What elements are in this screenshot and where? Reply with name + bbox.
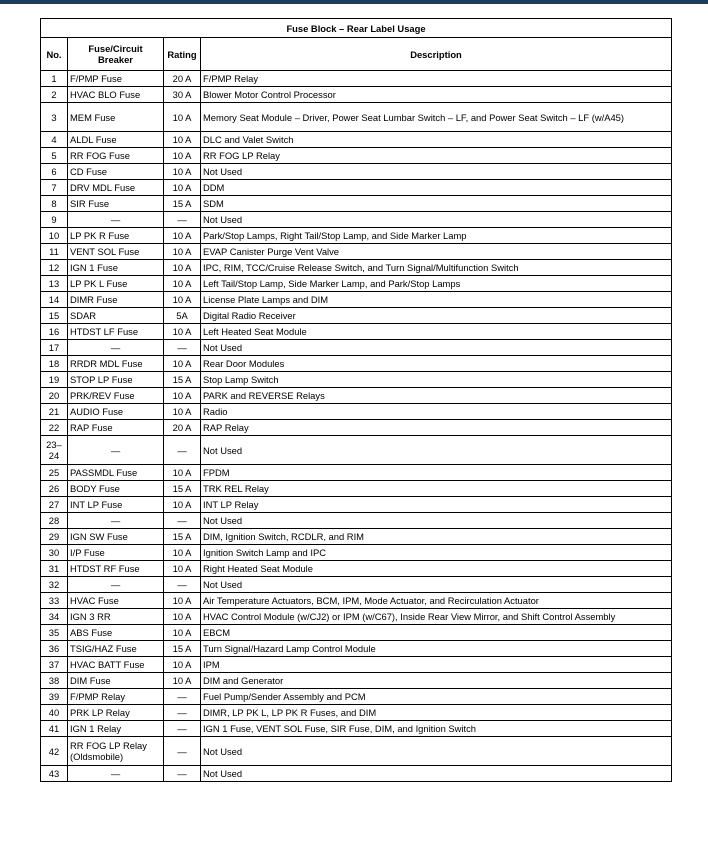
no-cell: 33 [41, 593, 68, 609]
fuse-cell: F/PMP Relay [68, 689, 164, 705]
rating-cell: 10 A [164, 148, 201, 164]
table-row [41, 103, 672, 132]
fuse-cell: LP PK L Fuse [68, 276, 164, 292]
description-cell: SDM [201, 196, 672, 212]
description-cell: Not Used [201, 766, 672, 782]
description-cell: Park/Stop Lamps, Right Tail/Stop Lamp, and Side Marker Lamp [201, 228, 672, 244]
no-cell: 7 [41, 180, 68, 196]
description-cell: INT LP Relay [201, 497, 672, 513]
no-cell: 17 [41, 340, 68, 356]
table-row [41, 372, 672, 388]
description-cell: Fuel Pump/Sender Assembly and PCM [201, 689, 672, 705]
table-row [41, 481, 672, 497]
no-cell: 10 [41, 228, 68, 244]
fuse-cell: RR FOG Fuse [68, 148, 164, 164]
table-row [41, 609, 672, 625]
no-cell: 13 [41, 276, 68, 292]
description-cell: Not Used [201, 737, 672, 766]
table-row [41, 196, 672, 212]
rating-cell: — [164, 513, 201, 529]
table-row [41, 673, 672, 689]
fuse-block-table [40, 18, 672, 782]
header-fuse-circuit-breaker: Fuse/Circuit Breaker [68, 38, 164, 71]
table-body [41, 71, 672, 782]
no-cell: 41 [41, 721, 68, 737]
no-cell: 5 [41, 148, 68, 164]
no-cell: 8 [41, 196, 68, 212]
description-cell: Left Tail/Stop Lamp, Side Marker Lamp, and Park/Stop Lamps [201, 276, 672, 292]
description-cell: IGN 1 Fuse, VENT SOL Fuse, SIR Fuse, DIM, and Ignition Switch [201, 721, 672, 737]
table-row [41, 340, 672, 356]
fuse-cell: DIM Fuse [68, 673, 164, 689]
table-row [41, 625, 672, 641]
table-row [41, 228, 672, 244]
no-cell: 4 [41, 132, 68, 148]
rating-cell: 15 A [164, 196, 201, 212]
no-cell: 22 [41, 420, 68, 436]
rating-cell: — [164, 212, 201, 228]
no-cell: 21 [41, 404, 68, 420]
rating-cell: 10 A [164, 324, 201, 340]
table-row [41, 420, 672, 436]
rating-cell: 10 A [164, 244, 201, 260]
no-cell: 39 [41, 689, 68, 705]
table-row [41, 212, 672, 228]
rating-cell: 10 A [164, 260, 201, 276]
fuse-cell: HVAC Fuse [68, 593, 164, 609]
rating-cell: — [164, 436, 201, 465]
table-row [41, 436, 672, 465]
fuse-cell: PRK/REV Fuse [68, 388, 164, 404]
no-cell: 19 [41, 372, 68, 388]
description-cell: DIM and Generator [201, 673, 672, 689]
description-cell: RAP Relay [201, 420, 672, 436]
fuse-cell: RRDR MDL Fuse [68, 356, 164, 372]
no-cell: 30 [41, 545, 68, 561]
rating-cell: 10 A [164, 625, 201, 641]
fuse-cell: HTDST RF Fuse [68, 561, 164, 577]
no-cell: 43 [41, 766, 68, 782]
rating-cell: 10 A [164, 276, 201, 292]
no-cell: 31 [41, 561, 68, 577]
fuse-cell: LP PK R Fuse [68, 228, 164, 244]
rating-cell: 15 A [164, 529, 201, 545]
fuse-cell: IGN 1 Relay [68, 721, 164, 737]
fuse-cell: STOP LP Fuse [68, 372, 164, 388]
table-row [41, 260, 672, 276]
description-cell: HVAC Control Module (w/CJ2) or IPM (w/C67), Inside Rear View Mirror, and Shift Control Assembly [201, 609, 672, 625]
rating-cell: — [164, 340, 201, 356]
rating-cell: — [164, 766, 201, 782]
table-title: Fuse Block – Rear Label Usage [41, 19, 672, 38]
table-row [41, 164, 672, 180]
table-row [41, 71, 672, 87]
no-cell: 14 [41, 292, 68, 308]
table-row [41, 87, 672, 103]
table-row [41, 324, 672, 340]
fuse-cell: IGN SW Fuse [68, 529, 164, 545]
table-row [41, 148, 672, 164]
fuse-cell: — [68, 436, 164, 465]
table-row [41, 356, 672, 372]
rating-cell: 10 A [164, 673, 201, 689]
no-cell: 38 [41, 673, 68, 689]
rating-cell: 10 A [164, 561, 201, 577]
rating-cell: 20 A [164, 420, 201, 436]
fuse-cell: MEM Fuse [68, 103, 164, 132]
table-row [41, 705, 672, 721]
fuse-cell: HTDST LF Fuse [68, 324, 164, 340]
table-row [41, 737, 672, 766]
fuse-cell: IGN 1 Fuse [68, 260, 164, 276]
no-cell: 25 [41, 465, 68, 481]
no-cell: 9 [41, 212, 68, 228]
table-row [41, 465, 672, 481]
description-cell: Not Used [201, 340, 672, 356]
no-cell: 2 [41, 87, 68, 103]
description-cell: EVAP Canister Purge Vent Valve [201, 244, 672, 260]
fuse-cell: — [68, 766, 164, 782]
description-cell: DLC and Valet Switch [201, 132, 672, 148]
no-cell: 36 [41, 641, 68, 657]
table-row [41, 276, 672, 292]
rating-cell: 15 A [164, 481, 201, 497]
fuse-cell: INT LP Fuse [68, 497, 164, 513]
description-cell: Not Used [201, 164, 672, 180]
no-cell: 23–24 [41, 436, 68, 465]
rating-cell: — [164, 689, 201, 705]
rating-cell: 10 A [164, 657, 201, 673]
description-cell: Blower Motor Control Processor [201, 87, 672, 103]
description-cell: Ignition Switch Lamp and IPC [201, 545, 672, 561]
fuse-cell: AUDIO Fuse [68, 404, 164, 420]
rating-cell: 10 A [164, 103, 201, 132]
description-cell: Not Used [201, 513, 672, 529]
description-cell: IPM [201, 657, 672, 673]
fuse-cell: I/P Fuse [68, 545, 164, 561]
table-row [41, 766, 672, 782]
description-cell: DDM [201, 180, 672, 196]
table-row [41, 388, 672, 404]
description-cell: FPDM [201, 465, 672, 481]
table-row [41, 513, 672, 529]
no-cell: 11 [41, 244, 68, 260]
description-cell: Turn Signal/Hazard Lamp Control Module [201, 641, 672, 657]
fuse-cell: PASSMDL Fuse [68, 465, 164, 481]
rating-cell: 10 A [164, 164, 201, 180]
rating-cell: 10 A [164, 593, 201, 609]
rating-cell: 30 A [164, 87, 201, 103]
description-cell: TRK REL Relay [201, 481, 672, 497]
no-cell: 35 [41, 625, 68, 641]
no-cell: 6 [41, 164, 68, 180]
no-cell: 18 [41, 356, 68, 372]
rating-cell: 10 A [164, 388, 201, 404]
table-row [41, 593, 672, 609]
description-cell: Memory Seat Module – Driver, Power Seat Lumbar Switch – LF, and Power Seat Switch – LF (w/A45) [201, 103, 672, 132]
rating-cell: — [164, 721, 201, 737]
no-cell: 27 [41, 497, 68, 513]
description-cell: EBCM [201, 625, 672, 641]
rating-cell: — [164, 737, 201, 766]
description-cell: Not Used [201, 212, 672, 228]
table-row [41, 529, 672, 545]
no-cell: 29 [41, 529, 68, 545]
fuse-cell: SDAR [68, 308, 164, 324]
rating-cell: — [164, 577, 201, 593]
fuse-cell: — [68, 212, 164, 228]
description-cell: Stop Lamp Switch [201, 372, 672, 388]
table-row [41, 657, 672, 673]
rating-cell: 10 A [164, 180, 201, 196]
fuse-cell: IGN 3 RR [68, 609, 164, 625]
table-row [41, 561, 672, 577]
fuse-cell: DRV MDL Fuse [68, 180, 164, 196]
fuse-cell: — [68, 577, 164, 593]
description-cell: F/PMP Relay [201, 71, 672, 87]
no-cell: 42 [41, 737, 68, 766]
description-cell: Right Heated Seat Module [201, 561, 672, 577]
no-cell: 32 [41, 577, 68, 593]
description-cell: Digital Radio Receiver [201, 308, 672, 324]
fuse-cell: DIMR Fuse [68, 292, 164, 308]
fuse-cell: HVAC BLO Fuse [68, 87, 164, 103]
description-cell: DIMR, LP PK L, LP PK R Fuses, and DIM [201, 705, 672, 721]
description-cell: RR FOG LP Relay [201, 148, 672, 164]
description-cell: DIM, Ignition Switch, RCDLR, and RIM [201, 529, 672, 545]
header-rating: Rating [164, 38, 201, 71]
fuse-cell: — [68, 340, 164, 356]
description-cell: Left Heated Seat Module [201, 324, 672, 340]
rating-cell: 10 A [164, 497, 201, 513]
table-row [41, 132, 672, 148]
table-row [41, 721, 672, 737]
rating-cell: 10 A [164, 465, 201, 481]
rating-cell: — [164, 705, 201, 721]
rating-cell: 10 A [164, 228, 201, 244]
description-cell: PARK and REVERSE Relays [201, 388, 672, 404]
header-no: No. [41, 38, 68, 71]
table-row [41, 292, 672, 308]
no-cell: 16 [41, 324, 68, 340]
description-cell: IPC, RIM, TCC/Cruise Release Switch, and Turn Signal/Multifunction Switch [201, 260, 672, 276]
top-border-bar [0, 0, 708, 4]
table-row [41, 641, 672, 657]
no-cell: 15 [41, 308, 68, 324]
no-cell: 3 [41, 103, 68, 132]
table-row [41, 404, 672, 420]
description-cell: Air Temperature Actuators, BCM, IPM, Mode Actuator, and Recirculation Actuator [201, 593, 672, 609]
table-row [41, 577, 672, 593]
table-row [41, 689, 672, 705]
rating-cell: 10 A [164, 132, 201, 148]
no-cell: 1 [41, 71, 68, 87]
fuse-cell: TSIG/HAZ Fuse [68, 641, 164, 657]
no-cell: 28 [41, 513, 68, 529]
no-cell: 12 [41, 260, 68, 276]
rating-cell: 10 A [164, 545, 201, 561]
header-description: Description [201, 38, 672, 71]
fuse-cell: BODY Fuse [68, 481, 164, 497]
rating-cell: 10 A [164, 404, 201, 420]
fuse-cell: — [68, 513, 164, 529]
no-cell: 34 [41, 609, 68, 625]
no-cell: 20 [41, 388, 68, 404]
rating-cell: 10 A [164, 356, 201, 372]
fuse-cell: ABS Fuse [68, 625, 164, 641]
fuse-cell: HVAC BATT Fuse [68, 657, 164, 673]
fuse-cell: VENT SOL Fuse [68, 244, 164, 260]
fuse-cell: RAP Fuse [68, 420, 164, 436]
rating-cell: 15 A [164, 641, 201, 657]
description-cell: Rear Door Modules [201, 356, 672, 372]
fuse-cell: SIR Fuse [68, 196, 164, 212]
rating-cell: 20 A [164, 71, 201, 87]
rating-cell: 10 A [164, 609, 201, 625]
fuse-cell: PRK LP Relay [68, 705, 164, 721]
table-row [41, 180, 672, 196]
table-row [41, 308, 672, 324]
description-cell: License Plate Lamps and DIM [201, 292, 672, 308]
description-cell: Radio [201, 404, 672, 420]
fuse-cell: ALDL Fuse [68, 132, 164, 148]
description-cell: Not Used [201, 577, 672, 593]
no-cell: 37 [41, 657, 68, 673]
description-cell: Not Used [201, 436, 672, 465]
table-row [41, 244, 672, 260]
fuse-cell: CD Fuse [68, 164, 164, 180]
rating-cell: 5A [164, 308, 201, 324]
table-row [41, 497, 672, 513]
fuse-cell: RR FOG LP Relay (Oldsmobile) [68, 737, 164, 766]
rating-cell: 15 A [164, 372, 201, 388]
no-cell: 26 [41, 481, 68, 497]
rating-cell: 10 A [164, 292, 201, 308]
no-cell: 40 [41, 705, 68, 721]
fuse-cell: F/PMP Fuse [68, 71, 164, 87]
table-row [41, 545, 672, 561]
